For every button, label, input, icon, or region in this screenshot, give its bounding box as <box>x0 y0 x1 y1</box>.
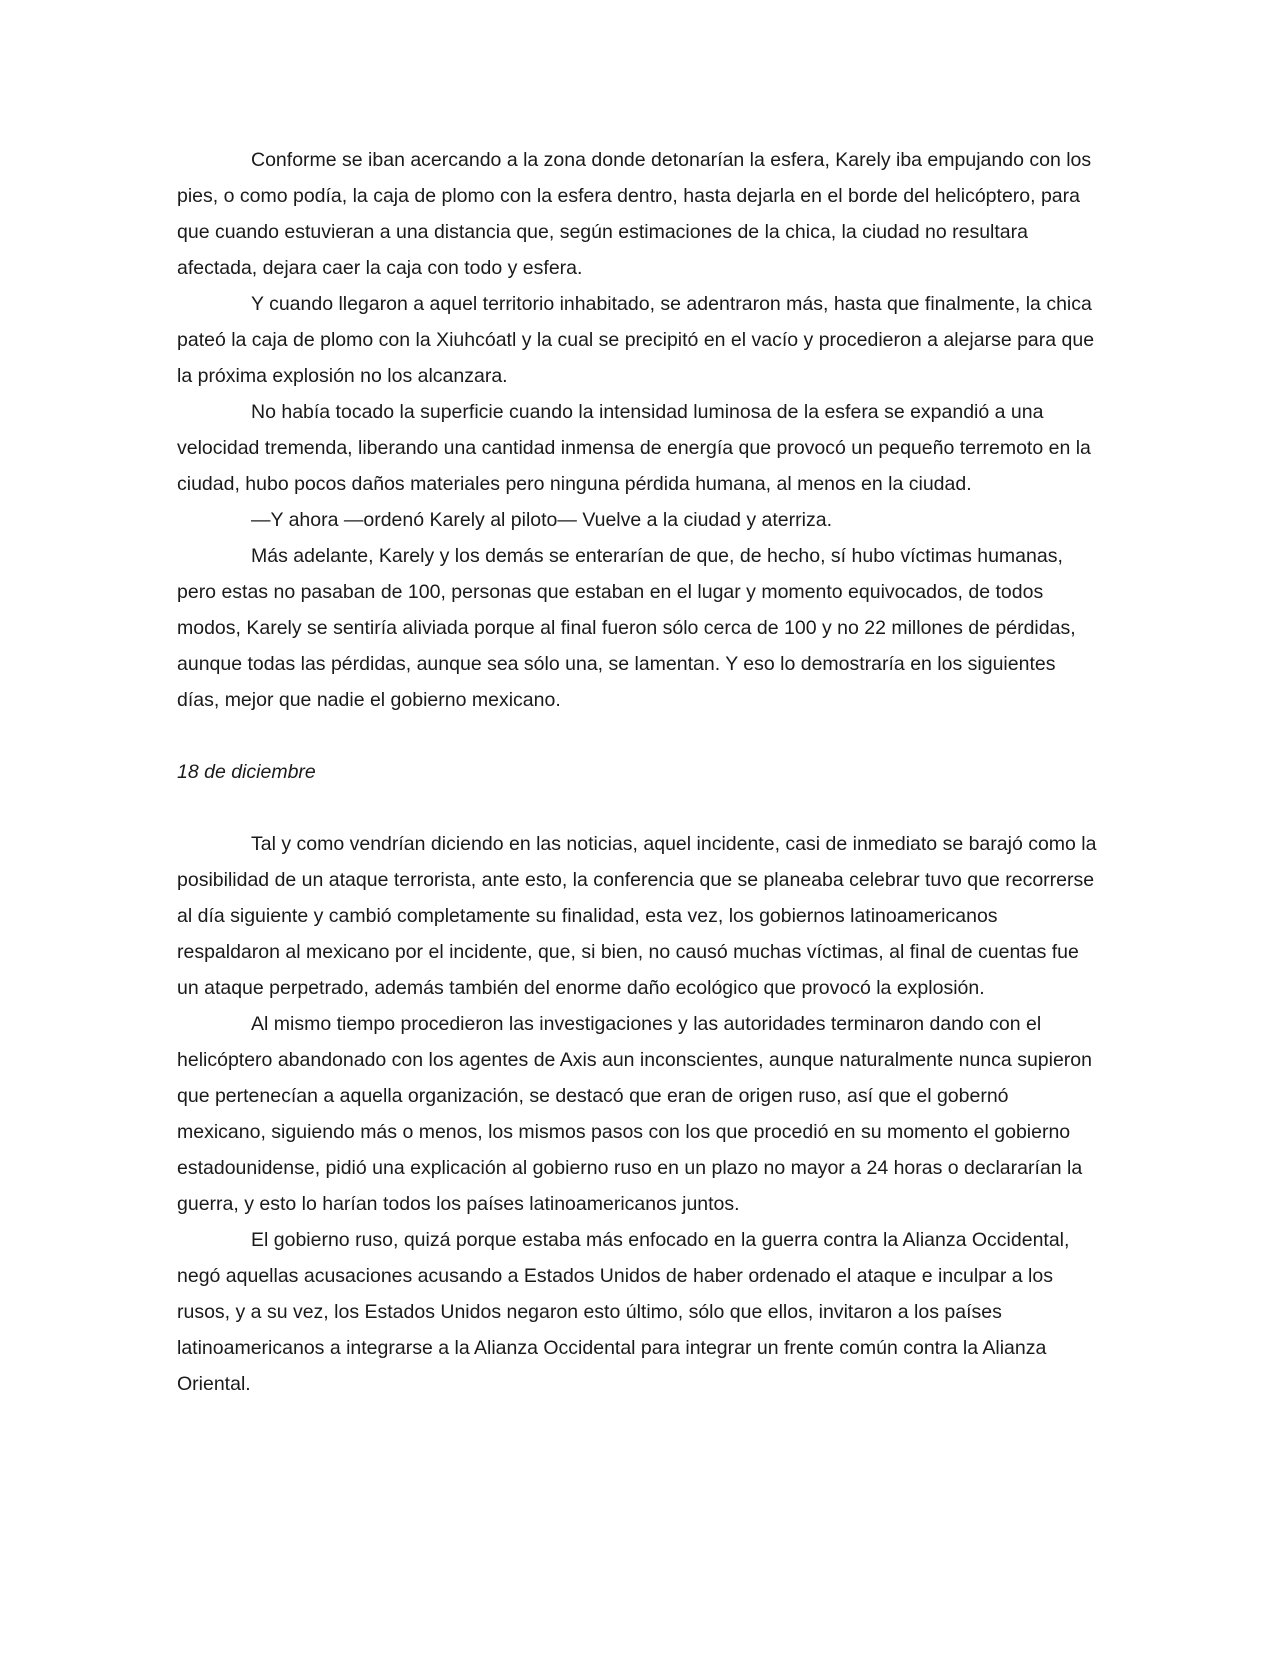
paragraph-5: Más adelante, Karely y los demás se enterarían de que, de hecho, sí hubo víctimas humanas, pero estas no pasaban de 100, personas que estaban en el lugar y momento equivocados, de todos modos, Karely se sentiría aliviada porque al final fueron sólo cerca de 100 y no 22 millones de pérdidas, aunque todas las pérdidas, aunque sea sólo una, se lamentan. Y eso lo demostraría en los siguientes días, mejor que nadie el gobierno mexicano. <box>177 545 1076 711</box>
paragraph-1: Conforme se iban acercando a la zona donde detonarían la esfera, Karely iba empujando con los pies, o como podía, la caja de plomo con la esfera dentro, hasta dejarla en el borde del helicóptero, para que cuando estuvieran a una distancia que, según estimaciones de la chica, la ciudad no resultara afectada, dejara caer la caja con todo y esfera. <box>177 149 1092 279</box>
dialogue-line: —Y ahora —ordenó Karely al piloto— Vuelve a la ciudad y aterriza. <box>251 509 832 531</box>
paragraph-8: El gobierno ruso, quizá porque estaba más enfocado en la guerra contra la Alianza Occidental, negó aquellas acusaciones acusando a Estados Unidos de haber ordenado el ataque e inculpar a los rusos, y a su vez, los Estados Unidos negaron esto último, sólo que ellos, invitaron a los países latinoamericanos a integrarse a la Alianza Occidental para integrar un frente común contra la Alianza Oriental. <box>177 1229 1070 1395</box>
paragraph-2: Y cuando llegaron a aquel territorio inhabitado, se adentraron más, hasta que finalmente, la chica pateó la caja de plomo con la Xiuhcóatl y la cual se precipitó en el vacío y procedieron a alejarse para que la próxima explosión no los alcanzara. <box>177 293 1095 387</box>
date-heading: 18 de diciembre <box>177 761 316 783</box>
paragraph-6: Tal y como vendrían diciendo en las noticias, aquel incidente, casi de inmediato se barajó como la posibilidad de un ataque terrorista, ante esto, la conferencia que se planeaba celebrar tuvo que recorrerse al día siguiente y cambió completamente su finalidad, esta vez, los gobiernos latinoamericanos respaldaron al mexicano por el incidente, que, si bien, no causó muchas víctimas, al final de cuentas fue un ataque perpetrado, además también del enorme daño ecológico que provocó la explosión. <box>177 833 1097 999</box>
paragraph-7: Al mismo tiempo procedieron las investigaciones y las autoridades terminaron dando con el helicóptero abandonado con los agentes de Axis aun inconscientes, aunque naturalmente nunca supieron que pertenecían a aquella organización, se destacó que eran de origen ruso, así que el gobernó mexicano, siguiendo más o menos, los mismos pasos con los que procedió en su momento el gobierno estadounidense, pidió una explicación al gobierno ruso en un plazo no mayor a 24 horas o declararían la guerra, y esto lo harían todos los países latinoamericanos juntos. <box>177 1013 1092 1215</box>
document-page <box>177 142 1097 1402</box>
paragraph-3: No había tocado la superficie cuando la intensidad luminosa de la esfera se expandió a una velocidad tremenda, liberando una cantidad inmensa de energía que provocó un pequeño terremoto en la ciudad, hubo pocos daños materiales pero ninguna pérdida humana, al menos en la ciudad. <box>177 401 1091 495</box>
